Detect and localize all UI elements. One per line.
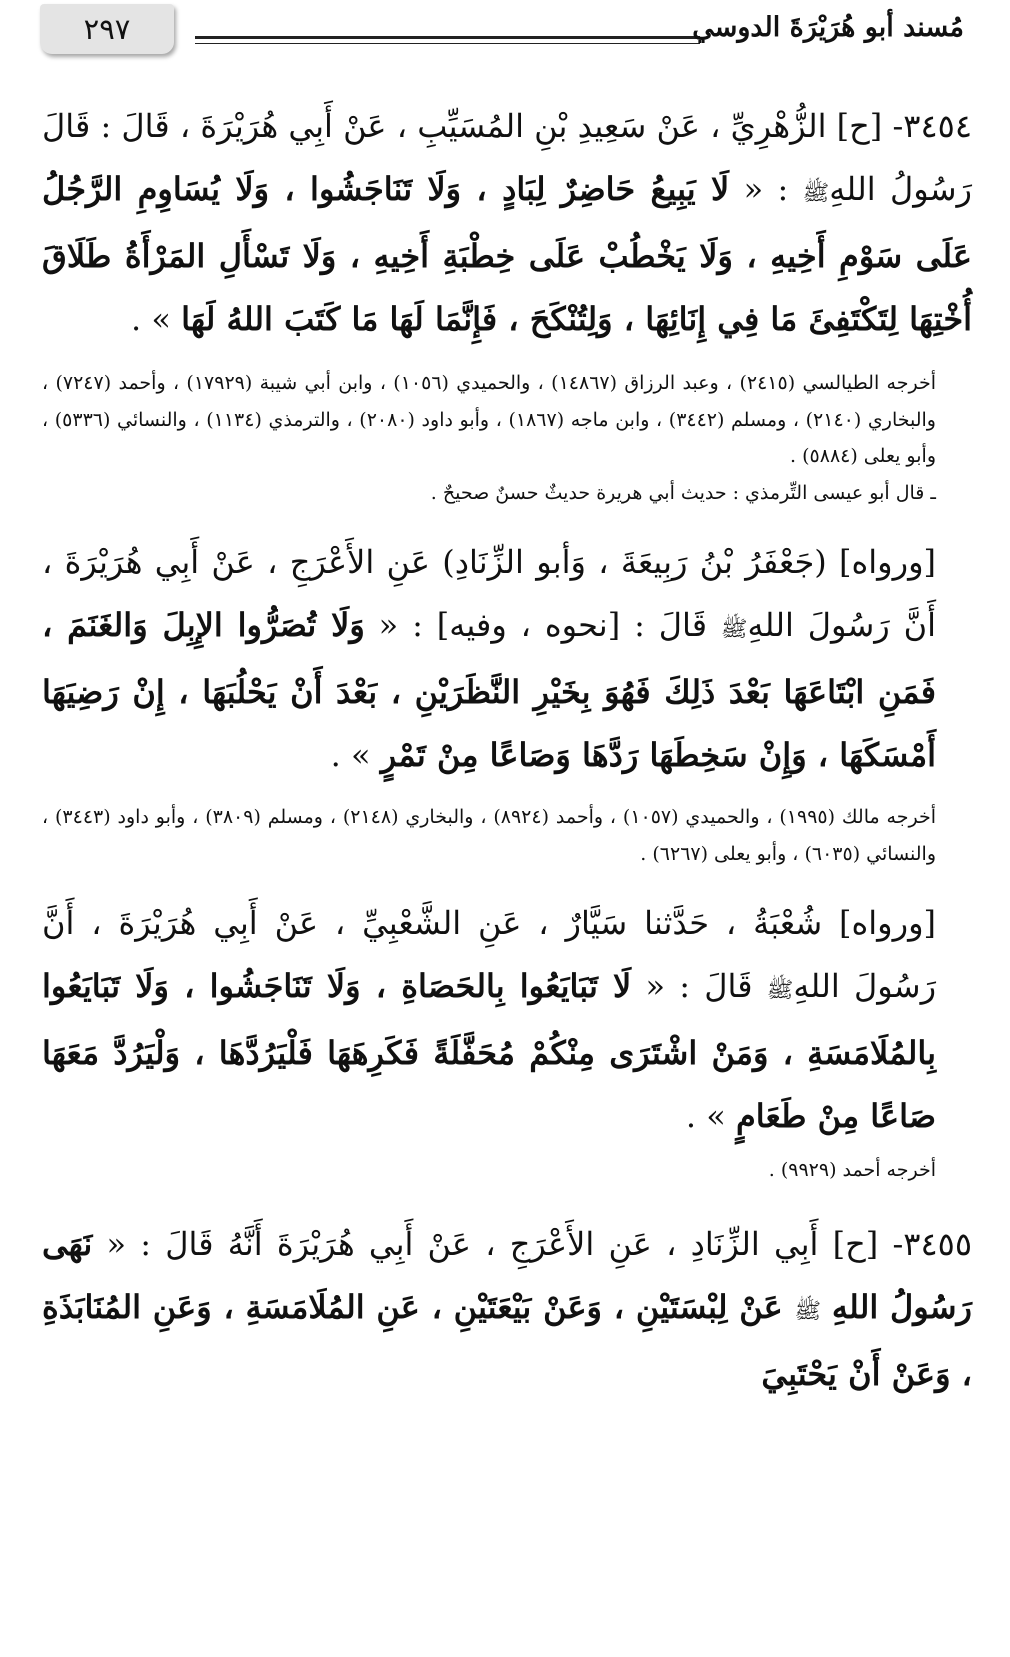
hadith-3454-colon: : « (729, 170, 803, 208)
riwaya-1 (42, 531, 972, 787)
salutation-glyph: ﷺ (720, 617, 748, 642)
riwaya-2 (42, 892, 972, 1148)
header-rule (195, 36, 700, 44)
riwaya-1-closing: » . (330, 736, 381, 774)
hadith-3454 (42, 95, 972, 351)
riwaya-2-matn: لَا تَبَايَعُوا بِالحَصَاةِ ، وَلَا تَنَاجَشُوا ، وَلَا تَبَايَعُوا بِالمُلَامَسَةِ ، وَمَنْ اشْتَرَى مِنْكُمْ مُحَفَّلَةً فَكَرِهَهَا فَلْيَرُدَّهَا ، وَلْيَرُدَّ مَعَهَا صَاعًا مِنْ طَعَامٍ (42, 967, 936, 1135)
riwaya-1-matn: وَلَا تُصَرُّوا الإِبِلَ وَالغَنَمَ ، فَمَنِ ابْتَاعَهَا بَعْدَ ذَلِكَ فَهُوَ بِخَيْرِ النَّظَرَيْنِ ، بَعْدَ أَنْ يَحْلُبَهَا ، إِنْ رَضِيَهَا أَمْسَكَهَا ، وَإِنْ سَخِطَهَا رَدَّهَا وَصَاعًا مِنْ تَمْرٍ (42, 606, 936, 774)
salutation-glyph: ﷺ (794, 1298, 822, 1324)
riwaya-2-closing: » . (685, 1097, 736, 1135)
hadith-3454-isnad: ٣٤٥٤- [ح] الزُّهْرِيِّ ، عَنْ سَعِيدِ بْنِ المُسَيِّبِ ، عَنْ أَبِي هُرَيْرَةَ ، قَالَ : قَالَ رَسُولُ اللهِ (42, 107, 973, 208)
riwaya-2-isnad: [ورواه] شُعْبَةُ ، حَدَّثنا سَيَّارٌ ، عَنِ الشَّعْبِيِّ ، عَنْ أَبِي هُرَيْرَةَ ، أَنَّ رَسُولَ اللهِ (42, 904, 937, 1005)
running-title: مُسند أبو هُرَيْرَةَ الدوسي (692, 12, 964, 43)
hadith-3455-isnad: ٣٤٥٥- [ح] أَبِي الزِّنَادِ ، عَنِ الأَعْرَجِ ، عَنْ أَبِي هُرَيْرَةَ أَنَّهُ قَالَ : « (92, 1224, 973, 1263)
hadith-3454-matn: لَا يَبِيعُ حَاضِرٌ لِبَادٍ ، وَلَا تَنَاجَشُوا ، وَلَا يُسَاوِمِ الرَّجُلُ عَلَى سَوْمِ أَخِيهِ ، وَلَا يَخْطُبْ عَلَى خِطْبَةِ أَخِيهِ ، وَلَا تَسْأَلِ المَرْأَةُ طَلَاقَ أُخْتِهَا لِتَكْتَفِئَ مَا فِي إِنَائِهَا ، وَلِتُنْكَحَ ، فَإِنَّمَا لَهَا مَا كَتَبَ اللهُ لَهَا (42, 170, 972, 338)
hadith-3455-matn: نَهَى رَسُولُ اللهِ (42, 1224, 973, 1326)
page-number: ٢٩٧ (40, 4, 174, 54)
takhrij-note-1: أخرجه الطيالسي (٢٤١٥) ، وعبد الرزاق (١٤٨٦٧) ، والحميدي (١٠٥٦) ، وابن أبي شيبة (١٧٩٢٩) ، وأحمد (٧٢٤٧) ، والبخاري (٢١٤٠) ، ومسلم (٣٤٤٢) ، وابن ماجه (١٨٦٧) ، وأبو داود (٢٠٨٠) ، والترمذي (١١٣٤) ، والنسائي (٥٣٣٦) ، وأبو يعلى (٥٨٨٤) . (42, 372, 936, 467)
salutation-glyph: ﷺ (802, 181, 830, 206)
tirmidhi-grading-note: ـ قال أبو عيسى التِّرمذي : حديث أبي هريرة حديثٌ حسنٌ صحيحٌ . (430, 481, 936, 504)
takhrij-note-3: أخرجه أحمد (٩٩٢٩) . (768, 1159, 936, 1181)
hadith-3454-closing: » . (131, 300, 182, 338)
page-body (42, 95, 972, 1406)
riwaya-1-isnad: [ورواه] (جَعْفَرُ بْنُ رَبِيعَةَ ، وَأبو الزِّنَادِ) عَنِ الأَعْرَجِ ، عَنْ أَبِي هُرَيْرَةَ ، أَنَّ رَسُولَ اللهِ (42, 543, 937, 644)
salutation-glyph: ﷺ (766, 978, 794, 1003)
hadith-3455 (42, 1213, 972, 1406)
riwaya-1-middle: قَالَ : [نحوه ، وفيه] : « (364, 606, 721, 644)
takhrij-note-2: أخرجه مالك (١٩٩٥) ، والحميدي (١٠٥٧) ، وأحمد (٨٩٢٤) ، والبخاري (٢١٤٨) ، ومسلم (٣٨٠٩) ، وأبو داود (٣٤٤٣) ، والنسائي (٦٠٣٥) ، وأبو يعلى (٦٢٦٧) . (42, 806, 936, 865)
hadith-3455-continuation: عَنْ لِبْسَتَيْنِ ، وَعَنْ بَيْعَتَيْنِ ، عَنِ المُلَامَسَةِ ، وَعَنِ المُنَابَذَةِ ، وَعَنْ أَنْ يَحْتَبِيَ (42, 1287, 972, 1393)
riwaya-2-middle: قَالَ : « (631, 967, 767, 1005)
